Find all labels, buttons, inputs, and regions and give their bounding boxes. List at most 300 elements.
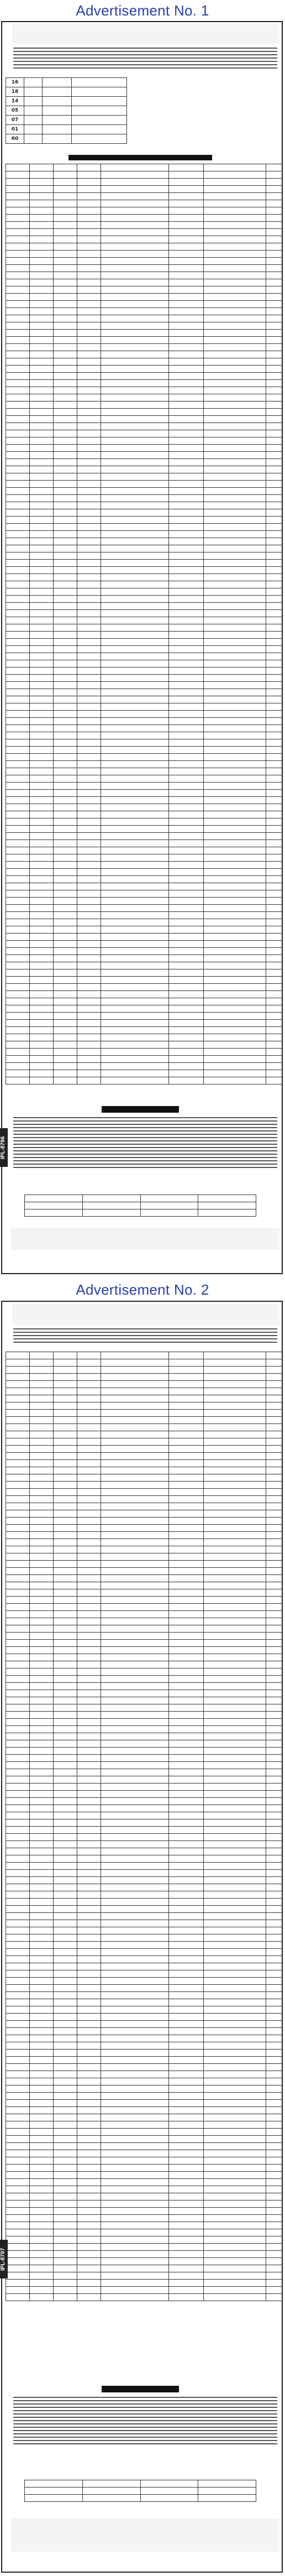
table-cell [204, 1978, 266, 1985]
table-cell [30, 2165, 54, 2172]
table-cell [169, 2021, 204, 2028]
table-cell [101, 1726, 169, 1733]
table-cell [77, 797, 101, 804]
table-cell [77, 2143, 101, 2150]
table-row [6, 854, 283, 862]
table-cell [54, 905, 77, 912]
table-cell [266, 2114, 283, 2121]
table-cell [169, 581, 204, 588]
table-cell [266, 984, 283, 991]
table-cell [204, 1381, 266, 1388]
table-cell [204, 265, 266, 272]
table-cell [54, 1575, 77, 1582]
table-cell [54, 1920, 77, 1927]
table-cell [101, 969, 169, 977]
table-cell [6, 1863, 30, 1870]
table-cell [6, 1049, 30, 1056]
table-cell [266, 1934, 283, 1942]
table-cell [77, 351, 101, 358]
table-cell [77, 294, 101, 301]
table-cell [169, 509, 204, 517]
table-cell [6, 466, 30, 473]
table-cell [204, 1827, 266, 1834]
table-cell [30, 653, 54, 660]
table-cell [30, 322, 54, 330]
table-cell [266, 286, 283, 294]
table-cell [169, 294, 204, 301]
table-cell [30, 1041, 54, 1049]
table-cell [169, 1618, 204, 1625]
table-row [6, 1489, 283, 1496]
table-cell [6, 1027, 30, 1034]
table-cell [101, 1755, 169, 1762]
table-cell [266, 2251, 283, 2258]
table-cell [6, 984, 30, 991]
table-cell [54, 1776, 77, 1784]
table-cell [101, 207, 169, 215]
table-cell [77, 1005, 101, 1013]
table-cell [77, 1525, 101, 1532]
table-cell [77, 1561, 101, 1568]
posts-table-2 [6, 1352, 283, 2301]
table-cell [54, 747, 77, 754]
table-cell [77, 1474, 101, 1482]
table-cell [169, 1999, 204, 2006]
table-row [6, 1877, 283, 1884]
table-cell [266, 732, 283, 739]
table-cell [54, 1755, 77, 1762]
table-cell [204, 1489, 266, 1496]
table-cell [30, 1913, 54, 1920]
table-row [6, 1402, 283, 1410]
table-row [6, 1063, 283, 1070]
table-cell [54, 1352, 77, 1359]
table-cell [77, 1489, 101, 1496]
table-cell [30, 222, 54, 229]
table-row [6, 1784, 283, 1791]
table-cell [204, 811, 266, 818]
table-cell [77, 977, 101, 984]
table-cell [101, 1013, 169, 1020]
table-cell [6, 1410, 30, 1417]
table-cell [204, 1395, 266, 1402]
table-row [6, 1863, 283, 1870]
table-row [6, 452, 283, 459]
table-cell [77, 2014, 101, 2021]
table-cell [54, 1503, 77, 1510]
table-cell [101, 1899, 169, 1906]
table-row [6, 1992, 283, 1999]
table-cell [6, 811, 30, 818]
table-cell [54, 797, 77, 804]
table-cell [54, 718, 77, 725]
table-cell [169, 833, 204, 840]
terms-text-block [13, 1117, 277, 1170]
table-cell [169, 1518, 204, 1525]
table-cell [204, 1539, 266, 1546]
table-row [6, 1056, 283, 1063]
table-cell [204, 1740, 266, 1748]
table-cell [204, 437, 266, 445]
table-cell [30, 1812, 54, 1819]
table-cell [30, 826, 54, 833]
table-cell [77, 186, 101, 193]
table-cell [77, 423, 101, 430]
table-cell [169, 315, 204, 322]
table-row [6, 394, 283, 401]
table-cell [6, 646, 30, 653]
table-cell [204, 337, 266, 344]
table-cell [54, 1460, 77, 1467]
table-cell [266, 660, 283, 668]
table-cell [54, 962, 77, 969]
table-cell [77, 437, 101, 445]
table-cell [101, 2200, 169, 2208]
table-cell [204, 509, 266, 517]
table-row [6, 1625, 283, 1633]
table-cell [266, 1740, 283, 1748]
table-cell [169, 2071, 204, 2078]
table-cell [6, 502, 30, 509]
table-cell [204, 2215, 266, 2222]
table-cell [54, 1970, 77, 1978]
table-cell [204, 1683, 266, 1690]
table-row [6, 768, 283, 775]
table-cell [204, 790, 266, 797]
table-cell [169, 2229, 204, 2236]
table-cell [169, 1748, 204, 1755]
table-cell [6, 898, 30, 905]
table-cell [169, 883, 204, 890]
table-cell [30, 308, 54, 315]
table-cell [6, 1070, 30, 1077]
table-cell [266, 905, 283, 912]
table-cell [266, 1582, 283, 1589]
table-cell [6, 1582, 30, 1589]
table-cell [204, 452, 266, 459]
table-row [6, 2280, 283, 2287]
table-cell [266, 1654, 283, 1661]
table-cell [6, 337, 30, 344]
table-cell [266, 344, 283, 351]
table-cell [30, 272, 54, 279]
table-cell [101, 502, 169, 509]
table-cell [101, 2121, 169, 2129]
table-cell [101, 193, 169, 200]
table-cell [30, 668, 54, 675]
table-cell [266, 552, 283, 560]
table-cell [77, 1769, 101, 1776]
table-cell [169, 2078, 204, 2085]
table-cell [6, 294, 30, 301]
table-cell [169, 258, 204, 265]
table-cell [77, 1503, 101, 1510]
table-cell [77, 1870, 101, 1877]
table-cell [6, 236, 30, 243]
table-cell [77, 1611, 101, 1618]
table-cell [54, 1618, 77, 1625]
table-cell [6, 905, 30, 912]
table-cell [30, 2287, 54, 2294]
table-cell [54, 2143, 77, 2150]
table-cell [266, 1496, 283, 1503]
table-cell [101, 1546, 169, 1553]
table-cell [101, 1863, 169, 1870]
table-cell [6, 1733, 30, 1740]
table-cell [101, 574, 169, 581]
table-cell [204, 2251, 266, 2258]
table-row [6, 624, 283, 632]
table-cell [54, 2121, 77, 2129]
table-cell [6, 1438, 30, 1446]
table-cell [204, 2143, 266, 2150]
table-cell [77, 2193, 101, 2200]
table-row [6, 1539, 283, 1546]
table-cell [77, 1532, 101, 1539]
summary-count: 01 [6, 125, 24, 134]
table-cell [204, 1618, 266, 1625]
table-cell [204, 653, 266, 660]
table-row [6, 1927, 283, 1934]
table-cell [77, 1625, 101, 1633]
table-row [6, 1985, 283, 1992]
table-cell [54, 2208, 77, 2215]
table-cell [54, 2294, 77, 2301]
intro-text-block [13, 1328, 277, 1345]
table-cell [266, 1510, 283, 1518]
table-cell [169, 854, 204, 862]
table-cell [77, 179, 101, 186]
table-cell [169, 2258, 204, 2265]
table-cell [101, 2100, 169, 2107]
table-cell [266, 1733, 283, 1740]
table-cell [169, 1056, 204, 1063]
table-cell [54, 1424, 77, 1431]
advertisement-2-title: Advertisement No. 2 [76, 1281, 209, 1298]
table-cell [101, 1431, 169, 1438]
terms-heading-bar [102, 2386, 179, 2392]
table-cell [6, 1625, 30, 1633]
table-cell [6, 1776, 30, 1784]
table-cell [30, 718, 54, 725]
table-cell [54, 898, 77, 905]
table-cell [30, 366, 54, 373]
table-cell [77, 689, 101, 696]
table-row [6, 1633, 283, 1640]
table-cell [30, 898, 54, 905]
table-cell [169, 890, 204, 898]
table-cell [266, 1070, 283, 1077]
table-row [6, 1374, 283, 1381]
table-cell [77, 171, 101, 179]
table-row [6, 1913, 283, 1920]
table-cell [266, 330, 283, 337]
table-cell [30, 2107, 54, 2114]
table-cell [101, 2006, 169, 2014]
table-cell [101, 754, 169, 761]
table-cell [169, 934, 204, 941]
table-cell [54, 1927, 77, 1934]
table-cell [266, 1503, 283, 1510]
table-cell [266, 2078, 283, 2085]
table-cell [266, 862, 283, 869]
table-cell [266, 991, 283, 998]
table-cell [101, 703, 169, 711]
table-cell [101, 1841, 169, 1848]
table-cell [6, 1712, 30, 1719]
table-cell [169, 1611, 204, 1618]
table-cell [77, 1920, 101, 1927]
table-cell [54, 1539, 77, 1546]
table-cell [77, 481, 101, 488]
table-cell [169, 1604, 204, 1611]
table-cell [169, 1438, 204, 1446]
table-cell [6, 2071, 30, 2078]
table-cell [101, 1460, 169, 1467]
table-cell [77, 2179, 101, 2186]
table-cell [169, 481, 204, 488]
table-cell [77, 1985, 101, 1992]
table-cell [169, 466, 204, 473]
table-cell [204, 1668, 266, 1676]
table-cell [30, 502, 54, 509]
table-cell [77, 1712, 101, 1719]
table-cell [169, 502, 204, 509]
table-cell [204, 1575, 266, 1582]
table-cell [169, 2143, 204, 2150]
table-cell [266, 718, 283, 725]
table-row [6, 1424, 283, 1431]
table-cell [204, 1410, 266, 1417]
table-cell [101, 1352, 169, 1359]
table-cell [101, 243, 169, 251]
table-cell [6, 1726, 30, 1733]
table-cell [6, 1467, 30, 1474]
table-cell [101, 1884, 169, 1891]
table-cell [266, 761, 283, 768]
table-row [6, 545, 283, 552]
table-cell [101, 531, 169, 538]
table-cell [169, 847, 204, 854]
table-cell [6, 718, 30, 725]
table-row [6, 1934, 283, 1942]
table-cell [54, 675, 77, 682]
table-row [6, 2294, 283, 2301]
table-cell [169, 473, 204, 481]
table-cell [77, 452, 101, 459]
table-cell [266, 1870, 283, 1877]
summary-count: 07 [6, 116, 24, 125]
table-cell [101, 955, 169, 962]
table-cell [101, 1697, 169, 1704]
table-cell [30, 703, 54, 711]
table-cell [101, 1446, 169, 1453]
table-cell [30, 531, 54, 538]
table-cell [54, 876, 77, 883]
table-cell [169, 2287, 204, 2294]
table-cell [6, 409, 30, 416]
table-cell [77, 703, 101, 711]
table-cell [30, 1438, 54, 1446]
table-cell [77, 1518, 101, 1525]
table-cell [101, 2265, 169, 2272]
table-cell [266, 668, 283, 675]
table-row [6, 1654, 283, 1661]
table-cell [204, 660, 266, 668]
table-cell [77, 2150, 101, 2157]
table-cell [6, 1992, 30, 1999]
table-row [6, 1568, 283, 1575]
table-cell [6, 840, 30, 847]
table-cell [77, 222, 101, 229]
table-cell [6, 552, 30, 560]
table-cell [77, 1446, 101, 1453]
table-cell [30, 919, 54, 926]
table-cell [30, 1654, 54, 1661]
table-cell [30, 2071, 54, 2078]
table-cell [54, 1467, 77, 1474]
table-cell [77, 279, 101, 286]
table-cell [266, 2143, 283, 2150]
table-cell [101, 768, 169, 775]
table-cell [101, 603, 169, 610]
table-cell [30, 251, 54, 258]
table-cell [169, 632, 204, 639]
table-cell [169, 416, 204, 423]
table-cell [204, 2272, 266, 2280]
table-cell [266, 1827, 283, 1834]
table-cell [204, 524, 266, 531]
table-cell [266, 790, 283, 797]
table-cell [266, 294, 283, 301]
table-cell [30, 1891, 54, 1899]
table-cell [266, 2172, 283, 2179]
table-cell [6, 1482, 30, 1489]
table-cell [204, 2287, 266, 2294]
table-cell [101, 2165, 169, 2172]
table-row [6, 179, 283, 186]
table-cell [169, 265, 204, 272]
table-cell [30, 761, 54, 768]
table-row [6, 517, 283, 524]
table-cell [266, 2014, 283, 2021]
table-cell [30, 2136, 54, 2143]
table-cell [54, 2179, 77, 2186]
table-cell [266, 1784, 283, 1791]
table-cell [77, 394, 101, 401]
table-cell [6, 2085, 30, 2093]
table-row [6, 991, 283, 998]
table-cell [101, 1402, 169, 1410]
table-cell [204, 1985, 266, 1992]
table-cell [77, 2021, 101, 2028]
table-cell [169, 1970, 204, 1978]
table-cell [266, 2222, 283, 2229]
table-cell [101, 1956, 169, 1963]
table-cell [54, 1949, 77, 1956]
table-cell [204, 1690, 266, 1697]
table-cell [6, 1474, 30, 1482]
table-cell [169, 409, 204, 416]
table-cell [169, 236, 204, 243]
table-cell [30, 732, 54, 739]
table-cell [54, 660, 77, 668]
table-cell [54, 1841, 77, 1848]
table-cell [266, 1661, 283, 1668]
table-cell [204, 1467, 266, 1474]
table-cell [30, 373, 54, 380]
table-row [6, 675, 283, 682]
